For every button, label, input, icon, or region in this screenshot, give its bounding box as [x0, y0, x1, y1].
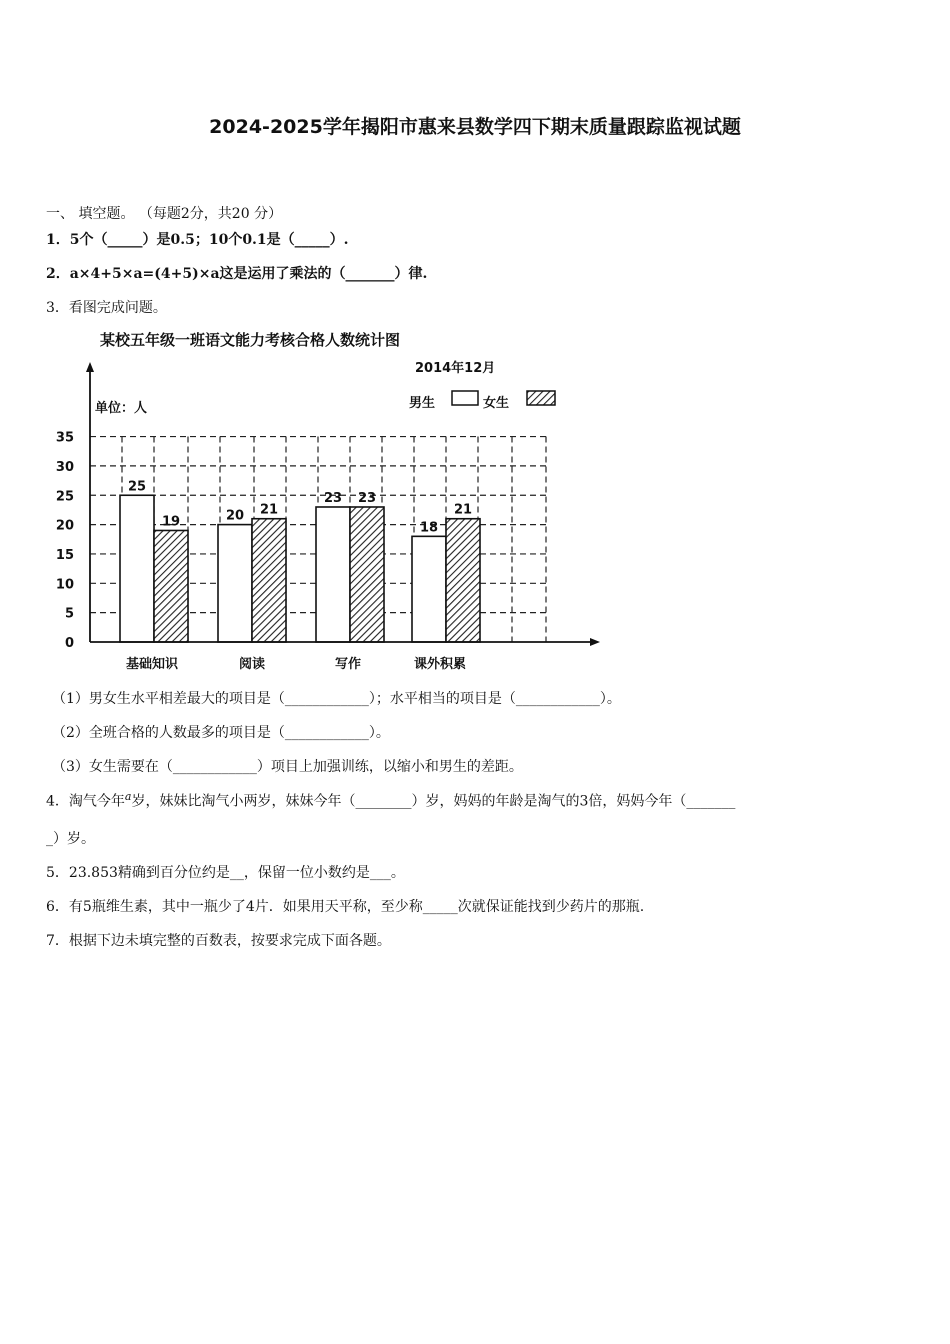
question-4-continued: _）岁。 — [46, 831, 95, 847]
question-5: 5．23.853精确到百分位约是__，保留一位小数约是___。 — [46, 865, 405, 881]
category-label: 写作 — [334, 657, 362, 672]
y-tick-label: 5 — [64, 606, 74, 622]
legend-swatch-boys — [452, 391, 478, 405]
question-3-1: （1）男女生水平相差最大的项目是（____________）；水平相当的项目是（____________）。 — [52, 691, 621, 707]
bar-girls — [154, 530, 188, 642]
bar-girls — [252, 519, 286, 642]
question-6: 6．有5瓶维生素，其中一瓶少了4片．如果用天平称，至少称_____次就保证能找到少药片的那瓶. — [46, 899, 645, 915]
x-axis-arrow — [590, 638, 600, 646]
bar-value-label: 23 — [357, 490, 377, 506]
bar-value-label: 20 — [225, 508, 245, 524]
bar-chart — [40, 322, 620, 682]
question-7: 7．根据下边未填完整的百数表，按要求完成下面各题。 — [46, 933, 391, 949]
category-label: 基础知识 — [125, 657, 179, 672]
bar-value-label: 25 — [127, 479, 147, 495]
chart-title: 某校五年级一班语文能力考核合格人数统计图 — [100, 331, 401, 349]
question-2: 2．a×4+5×a=(4+5)×a这是运用了乘法的（_______）律. — [46, 266, 428, 282]
legend-label-girls: 女生 — [483, 396, 510, 411]
question-3: 3．看图完成问题。 — [46, 300, 167, 316]
question-4 — [46, 790, 735, 811]
bar-boys — [412, 536, 446, 642]
y-axis-arrow — [86, 362, 94, 372]
legend-label-boys: 男生 — [409, 396, 436, 411]
y-tick-label: 15 — [55, 547, 74, 563]
question-1: 1．5个（_____）是0.5；10个0.1是（_____）. — [46, 232, 349, 248]
category-labels — [126, 656, 466, 672]
bars — [120, 479, 480, 642]
question-4-rest: 岁，妹妹比淘气小两岁，妹妹今年（________）岁，妈妈的年龄是淘气的3倍，妈妈今年（_______ — [131, 793, 736, 810]
y-axis-ticks — [56, 431, 74, 651]
section-heading: 一、 填空题。 （每题2分，共20 分） — [46, 206, 283, 222]
unit-label: 单位：人 — [95, 401, 148, 416]
chart-subtitle: 2014年12月 — [415, 361, 496, 376]
legend-swatch-girls — [527, 391, 555, 405]
y-tick-label: 25 — [55, 489, 74, 505]
bar-value-label: 19 — [161, 514, 181, 530]
bar-girls — [446, 519, 480, 642]
y-tick-label: 35 — [55, 430, 74, 446]
question-4-variable: a — [124, 790, 132, 803]
category-label: 阅读 — [238, 657, 266, 672]
bar-boys — [218, 525, 252, 642]
y-tick-label: 10 — [55, 577, 74, 593]
bar-value-label: 18 — [419, 520, 439, 536]
bar-girls — [350, 507, 384, 642]
bar-boys — [120, 495, 154, 642]
y-tick-label: 30 — [55, 459, 74, 475]
question-3-3: （3）女生需要在（____________）项目上加强训练，以缩小和男生的差距。 — [52, 759, 523, 775]
bar-value-label: 23 — [323, 490, 343, 506]
bar-value-label: 21 — [453, 502, 473, 518]
y-tick-label: 20 — [55, 518, 74, 534]
category-label: 课外积累 — [413, 657, 467, 672]
page-title: 2024-2025学年揭阳市惠来县数学四下期末质量跟踪监视试题 — [209, 116, 741, 138]
y-tick-label: 0 — [64, 636, 74, 651]
question-4-start: 4．淘气今年 — [46, 793, 125, 810]
question-3-2: （2）全班合格的人数最多的项目是（____________）。 — [52, 725, 390, 741]
bar-boys — [316, 507, 350, 642]
bar-value-label: 21 — [259, 502, 279, 518]
